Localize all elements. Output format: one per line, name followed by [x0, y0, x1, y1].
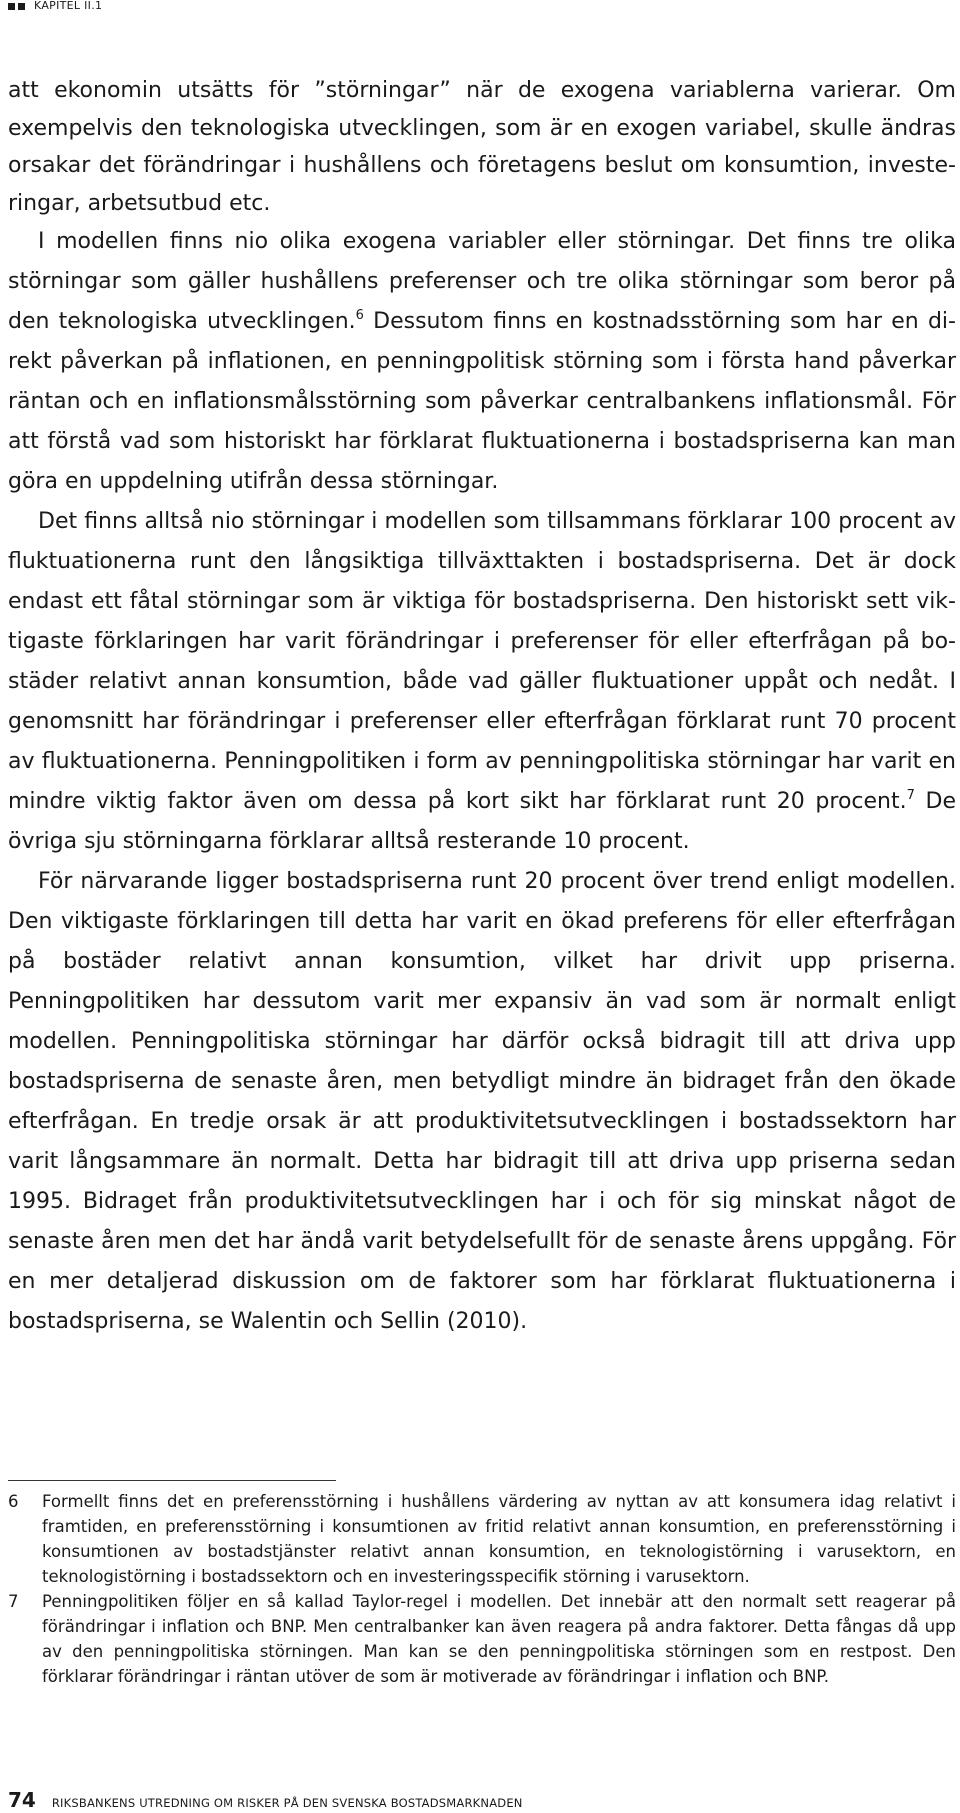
footnote: [8, 1589, 956, 1689]
paragraph-text: Det finns alltså nio störningar i modellen som tillsammans förklarar 100 procent av fluktuationerna runt den långsiktiga tillväxttakten i bostadspriserna. Det är dock endast ett fåtal störningar som är viktiga för bostadspriserna. Den historiskt sett viktigaste förklaringen har varit förändringar i preferenser för eller efterfrågan på bostäder relativt annan konsumtion, både vad gäller fluktuationer uppåt och nedåt. I genomsnitt har förändringar i preferenser eller efterfrågan förklarat runt 70 procent av fluktuationerna. Penningpolitiken i form av penningpolitiska störningar har varit en mindre viktig faktor även om dessa på kort sikt har förklarat runt 20 procent.: [8, 509, 956, 814]
header-square-icon: [8, 3, 15, 10]
footnote-divider: [8, 1480, 336, 1481]
footnote: [8, 1489, 956, 1589]
paragraph: [8, 222, 956, 502]
paragraph-text: I modellen finns nio olika exogena variabler eller störningar. Det finns tre olika störningar som gäller hushållens preferenser och tre olika störningar som beror på den teknologiska utvecklingen.: [8, 229, 956, 334]
body-text: [8, 72, 956, 1342]
footnotes: [8, 1489, 956, 1689]
footnote-number: 7: [8, 1592, 19, 1611]
paragraph: [8, 502, 956, 862]
paragraph: att ekonomin utsätts för ”störningar” när de exogena variablerna varierar. Om exempelvis den teknologiska utvecklingen, som är en exogen variabel, skulle ändras orsakar det förändringar i hushållens och företagens beslut om konsumtion, investeringar, arbetsutbud etc.: [8, 78, 956, 216]
paragraph-text: De övriga sju störningarna förklarar alltså resterande 10 procent.: [8, 789, 956, 854]
footnote-text: Formellt finns det en preferensstörning i hushållens värdering av nyttan av att konsumera idag relativt i framtiden, en preferensstörning i konsumtionen av fritid relativt annan konsumtion, en preferensstörning i konsumtionen av bostadstjänster relativt annan konsumtion, en teknologistörning i varusektorn, en teknologistörning i bostadssektorn och en investeringsspecifik störning i varusektorn.: [42, 1492, 956, 1586]
footnote-ref[interactable]: 6: [355, 308, 364, 323]
running-header: [8, 0, 102, 12]
chapter-label: KAPITEL II.1: [34, 0, 103, 12]
header-square-icon: [18, 3, 25, 10]
page-footer: [8, 1788, 523, 1812]
footnote-text: Penningpolitiken följer en så kallad Taylor-regel i modellen. Det innebär att den normalt sett reagerar på förändringar i inflation och BNP. Men centralbanker kan även reagera på andra faktorer. Detta fångas då upp av den penningpolitiska störningen. Man kan se den penningpolitiska störningen som en restpost. Den förklarar förändringar i räntan utöver de som är motiverade av förändringar i inflation och BNP.: [42, 1592, 956, 1686]
paragraph-text: Dessutom finns en kostnadsstörning som har en direkt påverkan på inflationen, en penningpolitisk störning som i första hand påverkar räntan och en inflationsmålsstörning som påverkar centralbankens inflationsmål. För att förstå vad som historiskt har förklarat fluktuationerna i bostadspriserna kan man göra en uppdelning utifrån dessa störningar.: [8, 309, 956, 494]
paragraph: För närvarande ligger bostadspriserna runt 20 procent över trend enligt modellen. Den viktigaste förklaringen till detta har varit en ökad preferens för eller efterfrågan på bostäder relativt annan konsumtion, vilket har drivit upp priserna. Penningpolitiken har dessutom varit mer expansiv än vad som är normalt enligt modellen. Penningpolitiska störningar har därför också bidragit till att driva upp bostadspriserna de senaste åren, men betydligt mindre än bidraget från den ökade efterfrågan. En tredje orsak är att produktivitetsutvecklingen i bostadssektorn har varit långsammare än normalt. Detta har bidragit till att driva upp priserna sedan 1995. Bidraget från produktivitetsutvecklingen har i och för sig minskat något de senaste åren men det har ändå varit betydelsefullt för de senaste årens uppgång. För en mer detaljerad diskussion om de faktorer som har förklarat fluktuationerna i bostadspriserna, se Walentin och Sellin (2010).: [8, 869, 956, 1334]
publication-title: RIKSBANKENS UTREDNING OM RISKER PÅ DEN SVENSKA BOSTADSMARKNADEN: [51, 1796, 523, 1810]
footnote-ref[interactable]: 7: [906, 788, 915, 803]
page-number: 74: [8, 1788, 36, 1812]
footnote-number: 6: [8, 1492, 19, 1511]
